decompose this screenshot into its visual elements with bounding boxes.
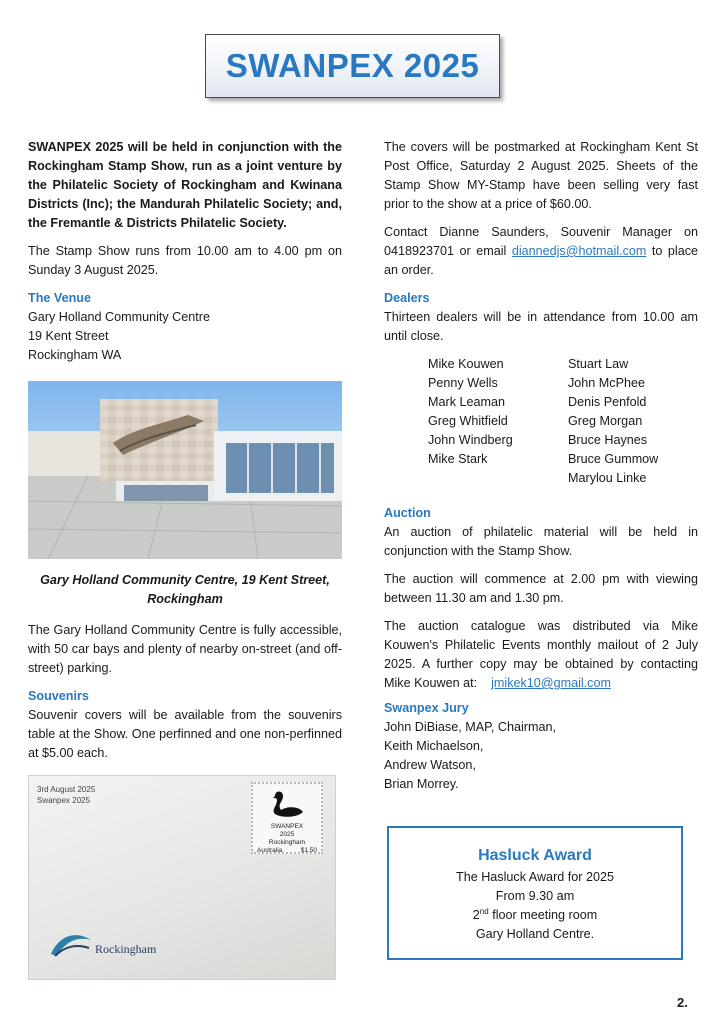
- times-paragraph: The Stamp Show runs from 10.00 am to 4.00 pm on Sunday 3 August 2025.: [28, 244, 342, 277]
- jury-member: Brian Morrey.: [384, 777, 459, 791]
- floor-suffix: nd: [479, 906, 489, 916]
- venue-photo: [28, 381, 342, 559]
- page-title: SWANPEX 2025: [225, 47, 480, 84]
- venue-line: Gary Holland Community Centre: [28, 310, 210, 324]
- dealer-name: Mark Leaman: [428, 395, 505, 409]
- jury-list: [384, 718, 698, 794]
- award-line: Gary Holland Centre.: [475, 927, 595, 941]
- photo-caption: Gary Holland Community Centre, 19 Kent Street, Rockingham: [40, 573, 330, 606]
- jury-member: John DiBiase, MAP, Chairman,: [384, 720, 556, 734]
- dealer-name: Bruce Haynes: [568, 433, 648, 447]
- contact-paragraph: [384, 223, 698, 280]
- auction-paragraph: [384, 617, 698, 693]
- venue-address: [28, 308, 342, 365]
- dealer-name: Mike Stark: [428, 452, 488, 466]
- jury-member: Keith Michaelson,: [384, 739, 484, 753]
- contact-text: Contact Dianne Saunders, Souvenir Manager on 0418923701 or email: [384, 225, 698, 258]
- auction-text: The auction catalogue was distributed via Mike Kouwen's Philatelic Events monthly mailout of 2 July 2025. A further copy may be obtained by contacting Mike Kouwen at:: [384, 619, 698, 690]
- black-swan-icon: [267, 788, 307, 820]
- logo-text: Rockingham: [95, 942, 157, 956]
- cover-date-line: 3rd August 2025: [37, 785, 96, 794]
- hasluck-award-box: [387, 826, 683, 960]
- floor-number: 2: [472, 908, 480, 922]
- right-column: [384, 138, 698, 794]
- award-line: The Hasluck Award for 2025: [456, 870, 614, 884]
- title-box: [205, 34, 500, 98]
- dealer-name: John McPhee: [568, 376, 646, 390]
- award-line: [389, 906, 681, 925]
- dealer-name: Greg Morgan: [568, 414, 643, 428]
- stamp-text: Rockingham: [268, 839, 306, 846]
- dealers-intro: Thirteen dealers will be in attendance from 10.00 am until close.: [384, 310, 698, 343]
- contact-email-link[interactable]: diannedjs@hotmail.com: [511, 244, 647, 258]
- auction-heading: Auction: [384, 506, 431, 520]
- award-line: From 9.30 am: [495, 889, 575, 903]
- dealer-name: Stuart Law: [568, 357, 629, 371]
- stamp-country: Australia: [257, 847, 283, 854]
- stamp-text: SWANPEX: [270, 823, 304, 830]
- souvenirs-paragraph: Souvenir covers will be available from the souvenirs table at the Show. One perfinned and one non-perfinned at $5.00 each.: [28, 708, 342, 760]
- intro-paragraph: SWANPEX 2025 will be held in conjunction with the Rockingham Stamp Show, run as a joint venture by the Philatelic Society of Rockingham and Kwinana Districts (Inc); the Mandurah Philatelic Society; and, the Fremantle & Districts Philatelic Society.: [28, 140, 342, 230]
- jury-member: Andrew Watson,: [384, 758, 476, 772]
- dealer-name: Penny Wells: [428, 376, 498, 390]
- dealer-name: Marylou Linke: [568, 471, 647, 485]
- venue-line: Rockingham WA: [28, 348, 122, 362]
- souvenirs-heading: Souvenirs: [28, 689, 89, 703]
- jury-heading: Swanpex Jury: [384, 701, 469, 715]
- stamp-value: $1.50: [300, 847, 317, 854]
- left-column: [28, 138, 342, 980]
- floor-text: floor meeting room: [488, 908, 598, 922]
- page-number: 2.: [677, 995, 688, 1010]
- auction-email-link[interactable]: jmikek10@gmail.com: [491, 676, 611, 690]
- cover-date-text: [37, 784, 95, 806]
- souvenir-cover-image: [28, 775, 336, 980]
- swan-stamp: [251, 782, 323, 854]
- contact-text: to place an order.: [384, 244, 699, 277]
- rockingham-wave-icon: [47, 926, 95, 962]
- award-heading: Hasluck Award: [478, 847, 592, 864]
- auction-paragraph: The auction will commence at 2.00 pm with viewing between 11.30 am and 1.30 pm.: [384, 572, 698, 605]
- city-of-rockingham-logo: [47, 926, 207, 966]
- dealers-heading: Dealers: [384, 291, 430, 305]
- cover-date-line: Swanpex 2025: [37, 796, 90, 805]
- venue-heading: The Venue: [28, 291, 91, 305]
- access-paragraph: The Gary Holland Community Centre is fully accessible, with 50 car bays and plenty of nearby on-street (and off-street) parking.: [28, 623, 342, 675]
- venue-building-illustration: [28, 381, 342, 559]
- dealer-name: Bruce Gummow: [568, 452, 659, 466]
- dealer-name: Denis Penfold: [568, 395, 647, 409]
- dealer-name: Greg Whitfield: [428, 414, 508, 428]
- stamp-text: 2025: [279, 831, 295, 838]
- venue-line: 19 Kent Street: [28, 329, 109, 343]
- dealers-list: [428, 355, 698, 488]
- dealer-name: Mike Kouwen: [428, 357, 504, 371]
- postmark-paragraph: The covers will be postmarked at Rockingham Kent St Post Office, Saturday 2 August 2025. Sheets of the Stamp Show MY-Stamp have been selling very fast prior to the show at a price of $60.00.: [384, 140, 698, 211]
- auction-paragraph: An auction of philatelic material will be held in conjunction with the Stamp Show.: [384, 525, 698, 558]
- dealer-name: John Windberg: [428, 433, 513, 447]
